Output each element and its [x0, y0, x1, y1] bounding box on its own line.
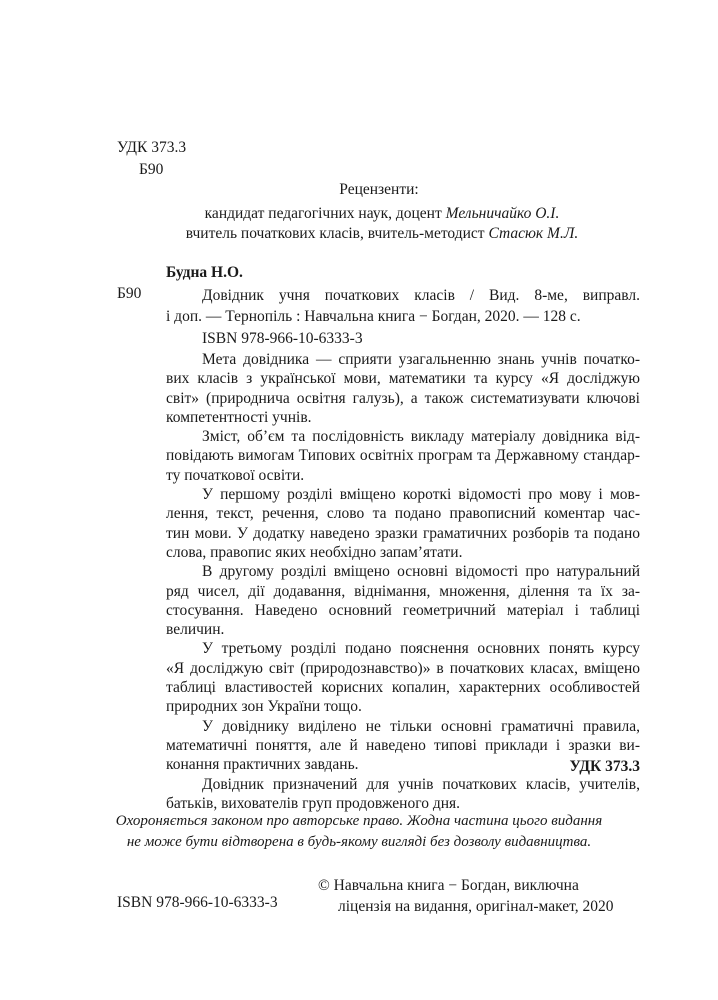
- annotation-line: повідають вимогам Типових освітніх програм та Державному стандар-: [166, 447, 640, 465]
- bibliography-line: Довідник учня початкових класів / Вид. 8-ме, виправл.: [202, 287, 640, 304]
- annotation-line: конання практичних завдань.: [166, 756, 359, 774]
- reviewer-name: Мельничайко О.І.: [445, 205, 560, 222]
- bibliography-line: і доп. — Тернопіль : Навчальна книга − Богдан, 2020. — 128 с.: [166, 308, 581, 325]
- annotation-line: тин мови. У додатку наведено зразки граматичних розборів та подано: [166, 524, 640, 542]
- annotation-line: ту початкової освіти.: [166, 466, 305, 484]
- annotation-line: Зміст, об’єм та послідовність викладу матеріалу довідника від-: [202, 428, 640, 446]
- annotation-line: батьків, вихователів груп продовженого дня.: [166, 794, 461, 812]
- author-name: Будна Н.О.: [166, 264, 243, 281]
- copyright-line: ліцензія на видання, оригінал-макет, 2020: [338, 898, 614, 915]
- annotation-paragraph: [166, 562, 640, 639]
- annotation-line: математичні поняття, але й наведено типові приклади і зразки ви-: [166, 736, 640, 754]
- annotation-line: величин.: [166, 621, 225, 639]
- isbn: ISBN 978-966-10-6333-3: [202, 330, 363, 347]
- annotation-line: У довіднику виділено не тільки основні граматичні правила,: [202, 717, 640, 735]
- copyright-line: © Навчальна книга − Богдан, виключна: [318, 877, 579, 894]
- copyright-notice-line: не може бути відтворена в будь-якому вигляді без дозволу видавництва.: [126, 834, 592, 850]
- annotation-line: слова, правопис яких необхідно запам’ятати.: [166, 543, 463, 561]
- udk-header: [117, 137, 186, 181]
- bibliography-code: Б90: [117, 285, 142, 302]
- annotation-line: Довідник призначений для учнів початкових класів, учителів,: [202, 775, 640, 793]
- annotation-line: таблиці властивостей корисних копалин, характерних особливостей: [166, 679, 640, 697]
- reviewer-role: вчитель початкових класів, вчитель-методист: [185, 225, 485, 242]
- library-code: Б90: [139, 161, 164, 178]
- annotation-line: Мета довідника — сприяти узагальненню знань учнів початко-: [202, 351, 640, 368]
- footer-isbn: ISBN 978-966-10-6333-3: [117, 894, 278, 911]
- copyright-notice-line: Охороняється законом про авторське право. Жодна частина цього видання: [115, 813, 603, 829]
- annotation-line: світ» (природнича освітня галузь), а також систематизувати ключові: [166, 389, 640, 407]
- udk-code: УДК 373.3: [117, 139, 187, 156]
- reviewer-name: Стасюк М.Л.: [488, 225, 579, 242]
- reviewer-2: [0, 225, 718, 243]
- annotation-paragraph: [166, 350, 640, 427]
- reviewer-1: [0, 205, 718, 223]
- annotation-line: У першому розділі вміщено короткі відомості про мову і мов-: [202, 486, 640, 504]
- annotation-paragraph: [166, 427, 640, 485]
- annotation-line: компетентності учнів.: [166, 408, 312, 426]
- annotation-line: вих класів з української мови, математики та курсу «Я досліджую: [166, 370, 640, 388]
- annotation-line: «Я досліджую світ (природознавство)» в початкових класах, вміщено: [166, 659, 640, 677]
- reviewer-role: кандидат педагогічних наук, доцент: [204, 205, 442, 222]
- annotation-line: ряд чисел, дії додавання, віднімання, множення, ділення та їх за-: [166, 582, 640, 600]
- annotation-line: стосування. Наведено основний геометричний матеріал і таблиці: [166, 601, 640, 619]
- annotation-line: лення, текст, речення, слово та подано правописний коментар час-: [166, 505, 640, 523]
- annotation-paragraph: [166, 639, 640, 716]
- annotation-line: В другому розділі вміщено основні відомості про натуральний: [202, 563, 640, 581]
- reviewers-title: Рецензенти:: [339, 181, 419, 198]
- annotation-line: природних зон України тощо.: [166, 698, 362, 716]
- annotation-paragraph: [166, 485, 640, 562]
- annotation-line: У третьому розділі подано пояснення основних понять курсу: [202, 640, 640, 658]
- copyright-block: [318, 875, 613, 917]
- annotation: [166, 350, 640, 813]
- bibliographic-record: [166, 285, 640, 327]
- udk-footer: УДК 373.3: [569, 758, 640, 775]
- annotation-paragraph: [166, 775, 640, 814]
